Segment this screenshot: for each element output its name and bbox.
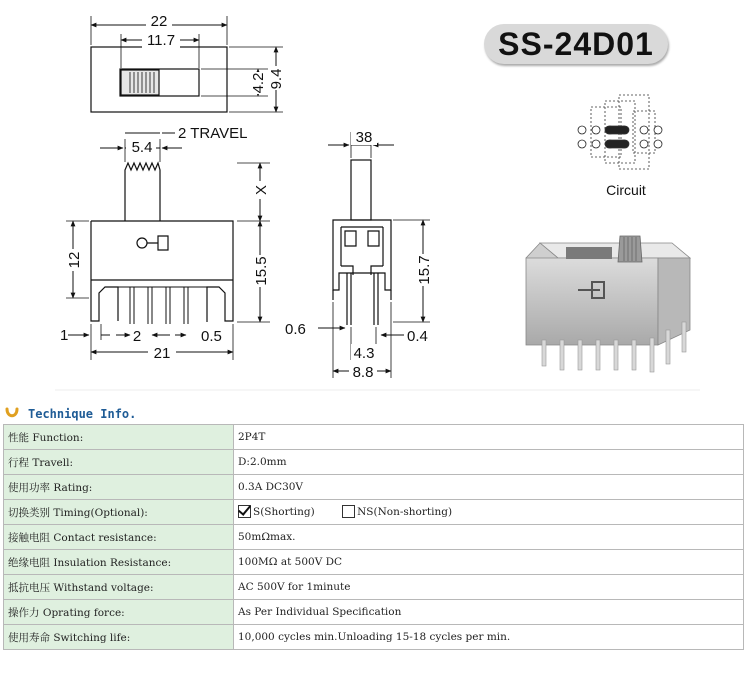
dim-end-overall-width: 8.8 (352, 364, 374, 381)
dim-pin-offset: 1 (60, 327, 69, 344)
table-row (4, 625, 744, 650)
model-title-badge (484, 24, 668, 64)
table-row (4, 550, 744, 575)
row-value: 50mΩmax. (234, 525, 744, 550)
row-label: 绝缘电阻 Insulation Resistance: (4, 550, 234, 575)
row-label: 操作力 Oprating force: (4, 600, 234, 625)
row-label: 切换类别 Timing(Optional): (4, 500, 234, 525)
circuit-label: Circuit (606, 182, 646, 198)
row-label: 使用功率 Rating: (4, 475, 234, 500)
row-value: 2P4T (234, 425, 744, 450)
row-value: 10,000 cycles min.Unloading 15-18 cycles per min. (234, 625, 744, 650)
dim-overall-width: 22 (150, 13, 168, 30)
row-value: 0.3A DC30V (234, 475, 744, 500)
non-shorting-label: NS(Non-shorting) (357, 506, 453, 518)
row-label: 接触电阻 Contact resistance: (4, 525, 234, 550)
table-row (4, 450, 744, 475)
row-value: D:2.0mm (234, 450, 744, 475)
row-label: 性能 Function: (4, 425, 234, 450)
row-label: 行程 Travell: (4, 450, 234, 475)
table-row (4, 600, 744, 625)
table-row (4, 575, 744, 600)
dim-overall-length: 21 (153, 345, 171, 362)
dim-pin-width: 0.5 (201, 328, 222, 345)
model-name: SS-24D01 (498, 25, 654, 62)
table-row (4, 500, 744, 525)
row-value: As Per Individual Specification (234, 600, 744, 625)
dim-travel: 2 TRAVEL (178, 125, 248, 142)
dim-body-height: 9.4 (268, 68, 285, 90)
row-value: 100MΩ at 500V DC (234, 550, 744, 575)
dim-actuator-width: 38 (355, 129, 373, 146)
dim-actuator-height: X (253, 184, 270, 196)
dim-actuator: 5.4 (131, 139, 153, 156)
product-photo (526, 236, 690, 372)
top-view (91, 16, 283, 112)
horseshoe-icon (4, 406, 20, 422)
circuit-diagram (578, 95, 662, 169)
shorting-checkbox[interactable] (238, 505, 251, 518)
row-value-timing (234, 500, 744, 525)
tech-info-title: Technique Info. (28, 407, 137, 421)
dim-body-height: 12 (66, 251, 83, 269)
table-row (4, 525, 744, 550)
row-label: 使用寿命 Switching life: (4, 625, 234, 650)
row-value: AC 500V for 1minute (234, 575, 744, 600)
dim-knob-width: 11.7 (146, 32, 176, 49)
dim-pin-left: 0.6 (285, 321, 306, 338)
row-label: 抵抗电压 Withstand voltage: (4, 575, 234, 600)
dim-knob-height: 4.2 (250, 72, 267, 94)
dim-end-total-height: 15.7 (416, 255, 433, 285)
tech-info-header (4, 404, 136, 424)
side-view (66, 133, 270, 360)
table-row (4, 475, 744, 500)
dim-pin-right: 0.4 (407, 328, 428, 345)
dim-pin-pitch: 2 (132, 328, 142, 345)
spec-table (3, 424, 744, 650)
dim-pin-span: 4.3 (353, 345, 375, 362)
non-shorting-checkbox[interactable] (342, 505, 355, 518)
shorting-label: S(Shorting) (253, 506, 315, 518)
dim-total-height: 15.5 (253, 256, 270, 286)
table-row (4, 425, 744, 450)
